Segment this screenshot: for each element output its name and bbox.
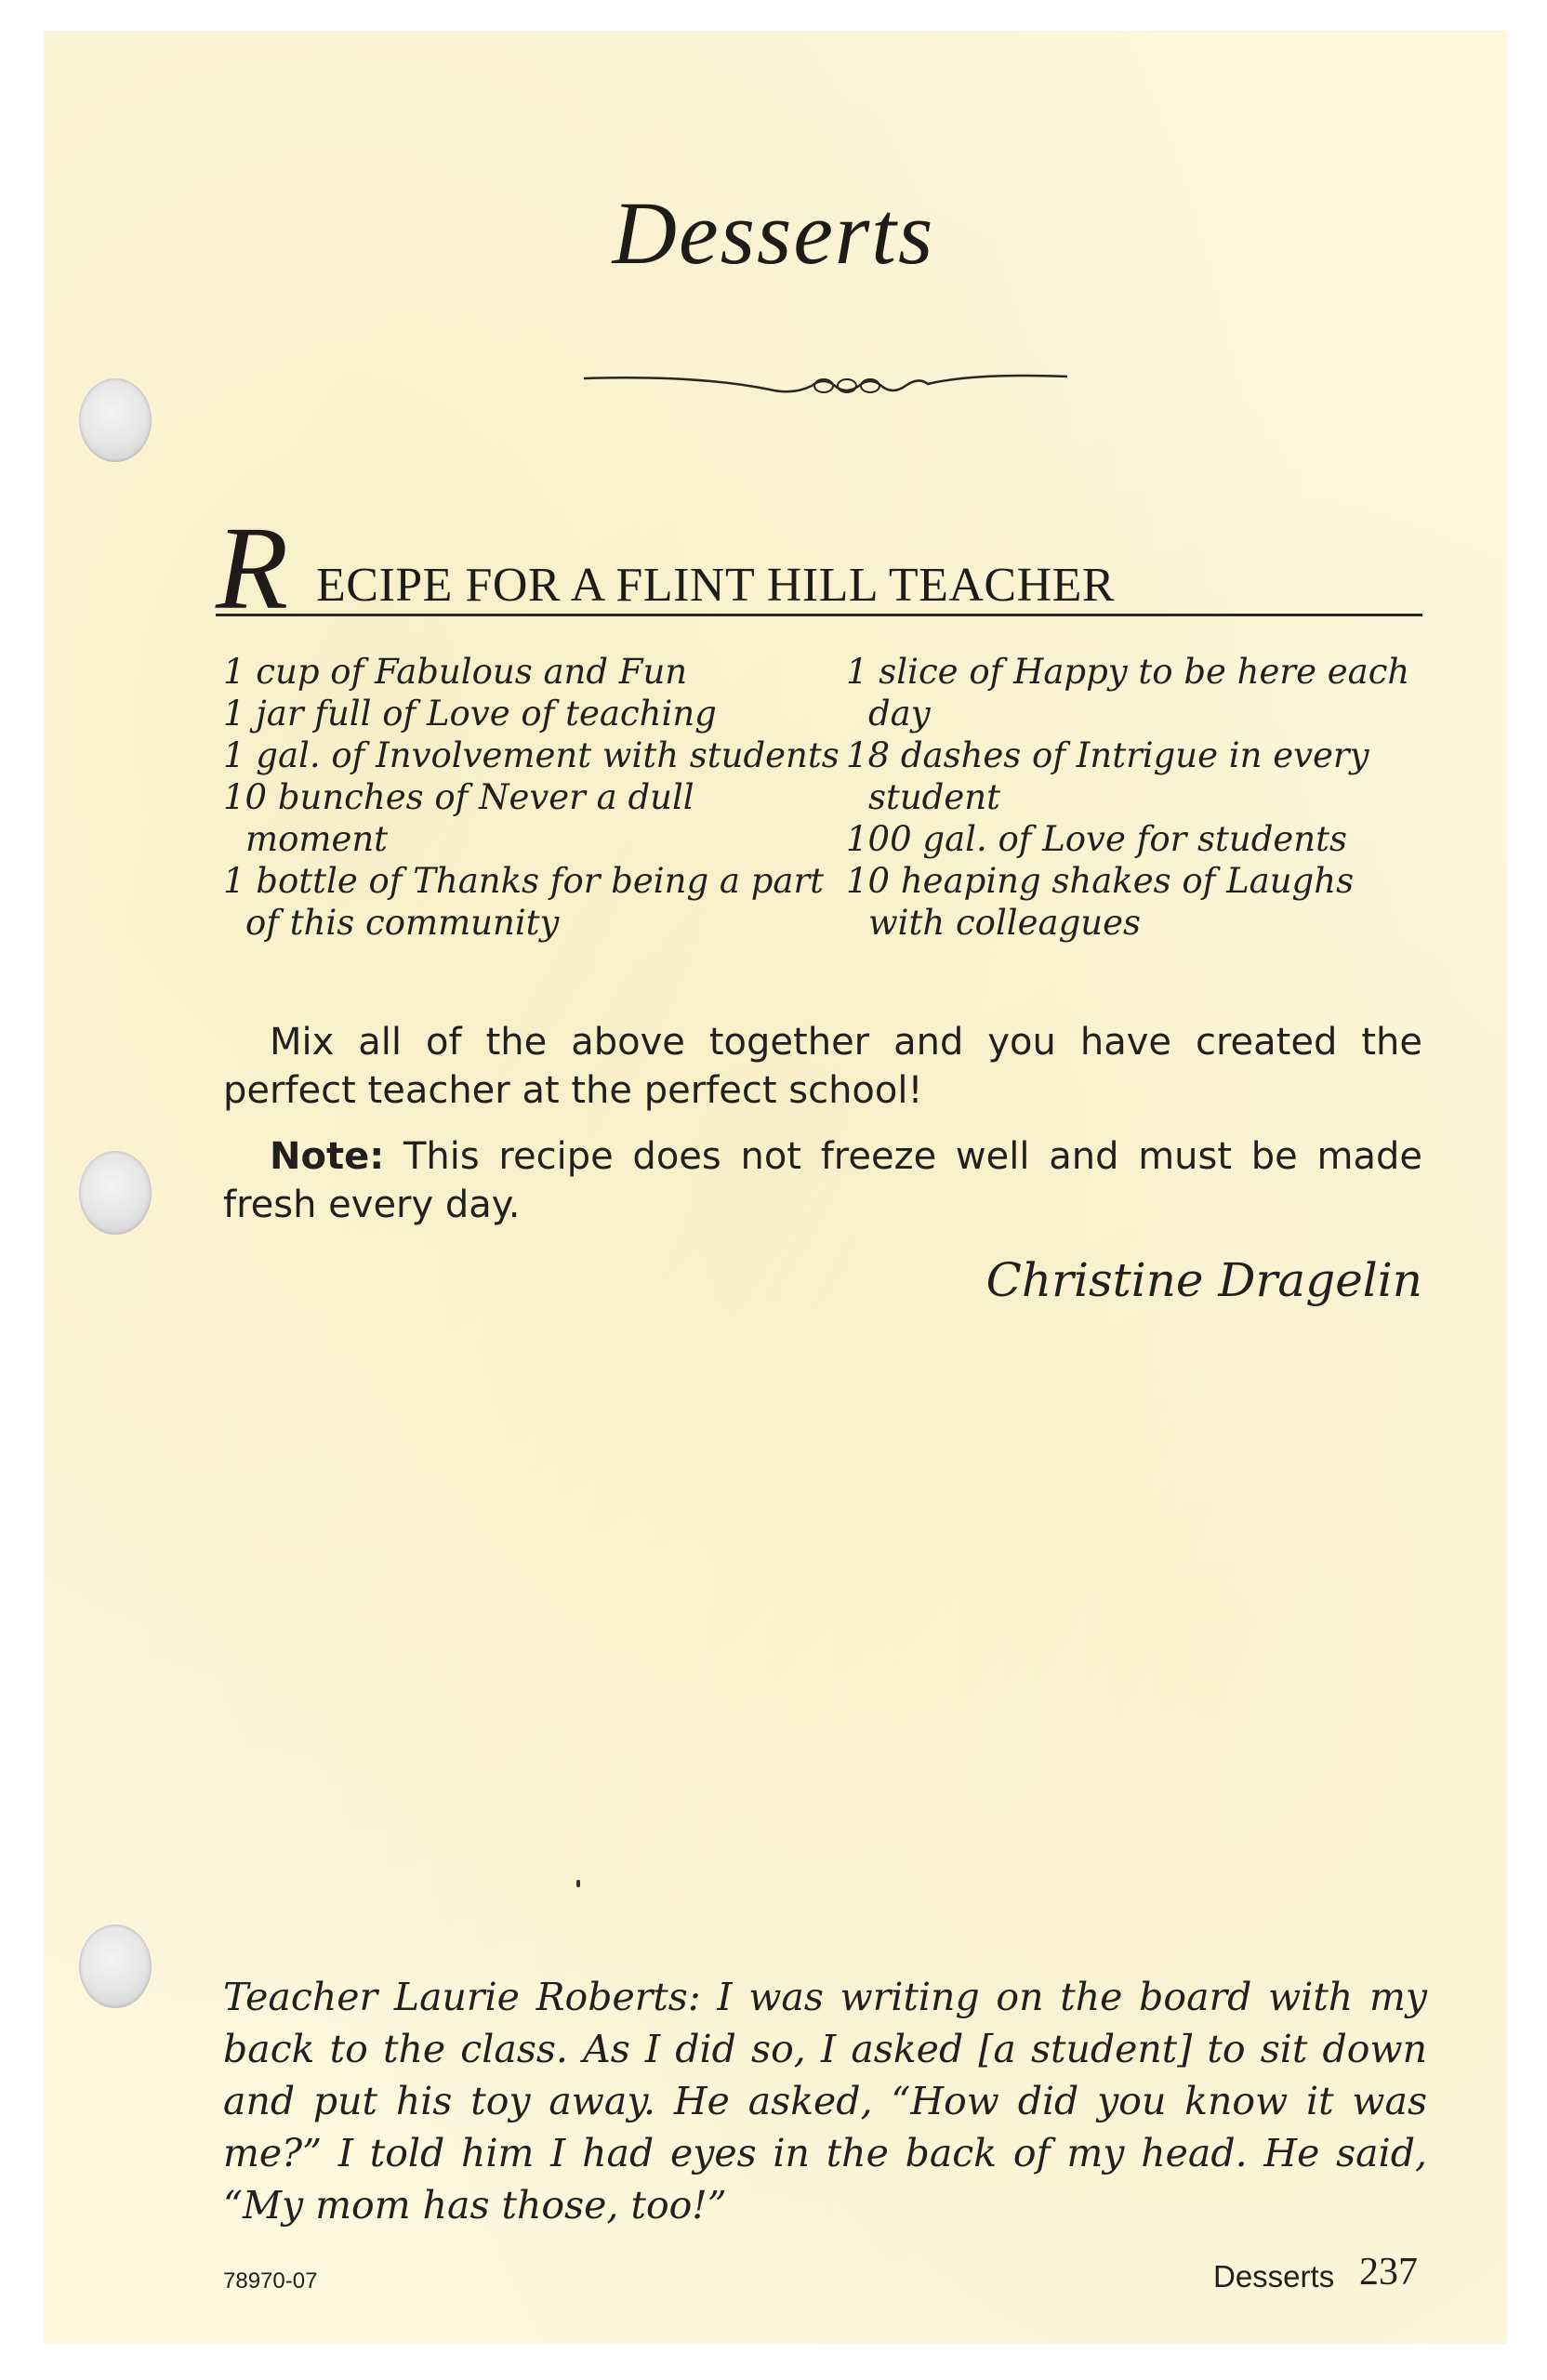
recipe-note <box>223 1132 1422 1229</box>
ingredient-item: 10 heaping shakes of Laughs with colleagues <box>846 861 1355 943</box>
teacher-anecdote: Teacher Laurie Roberts: I was writing on the board with my back to the class. As I did so, I asked [a student] to sit down and put his toy away. He asked, “How did you know it was me?” I told him I had eyes in the back of my head. He said, “My mom has those, too!” <box>223 1975 1427 2228</box>
footer-section-name: Desserts <box>1213 2259 1335 2294</box>
footer-code: 78970-07 <box>223 2268 318 2294</box>
ingredients-left-column <box>223 651 846 944</box>
recipe-heading <box>216 502 1422 634</box>
note-text: This recipe does not freeze well and must be made fresh every day. <box>223 1135 1422 1226</box>
note-label: Note: <box>270 1135 385 1178</box>
recipe-title: ECIPE FOR A FLINT HILL TEACHER <box>316 559 1116 612</box>
ingredient-item: 1 bottle of Thanks for being a part of this community <box>223 861 825 943</box>
punch-hole <box>79 378 152 462</box>
ingredient-item: 1 jar full of Love of teaching <box>223 694 717 734</box>
print-speck <box>576 1880 580 1887</box>
punch-hole <box>79 1924 152 2008</box>
ingredient-item: 1 gal. of Involvement with students <box>223 735 840 775</box>
recipe-instructions: Mix all of the above together and you have created the perfect teacher at the perfect school! <box>223 1021 1422 1112</box>
ingredient-item: 1 slice of Happy to be here each day <box>846 652 1410 734</box>
recipe-author: Christine Dragelin <box>985 1253 1422 1307</box>
ingredient-item: 18 dashes of Intrigue in every student <box>846 735 1369 817</box>
ingredient-item: 10 bunches of Never a dull moment <box>223 777 694 859</box>
recipe-title-initial: R <box>216 502 289 634</box>
punch-hole <box>79 1151 152 1235</box>
ornament-divider-icon <box>584 358 1067 404</box>
page-number: 237 <box>1359 2251 1418 2294</box>
ingredient-item: 1 cup of Fabulous and Fun <box>223 652 688 692</box>
section-title: Desserts <box>612 183 935 283</box>
ingredient-item: 100 gal. of Love for students <box>846 819 1347 859</box>
ingredients-right-column <box>846 651 1441 944</box>
